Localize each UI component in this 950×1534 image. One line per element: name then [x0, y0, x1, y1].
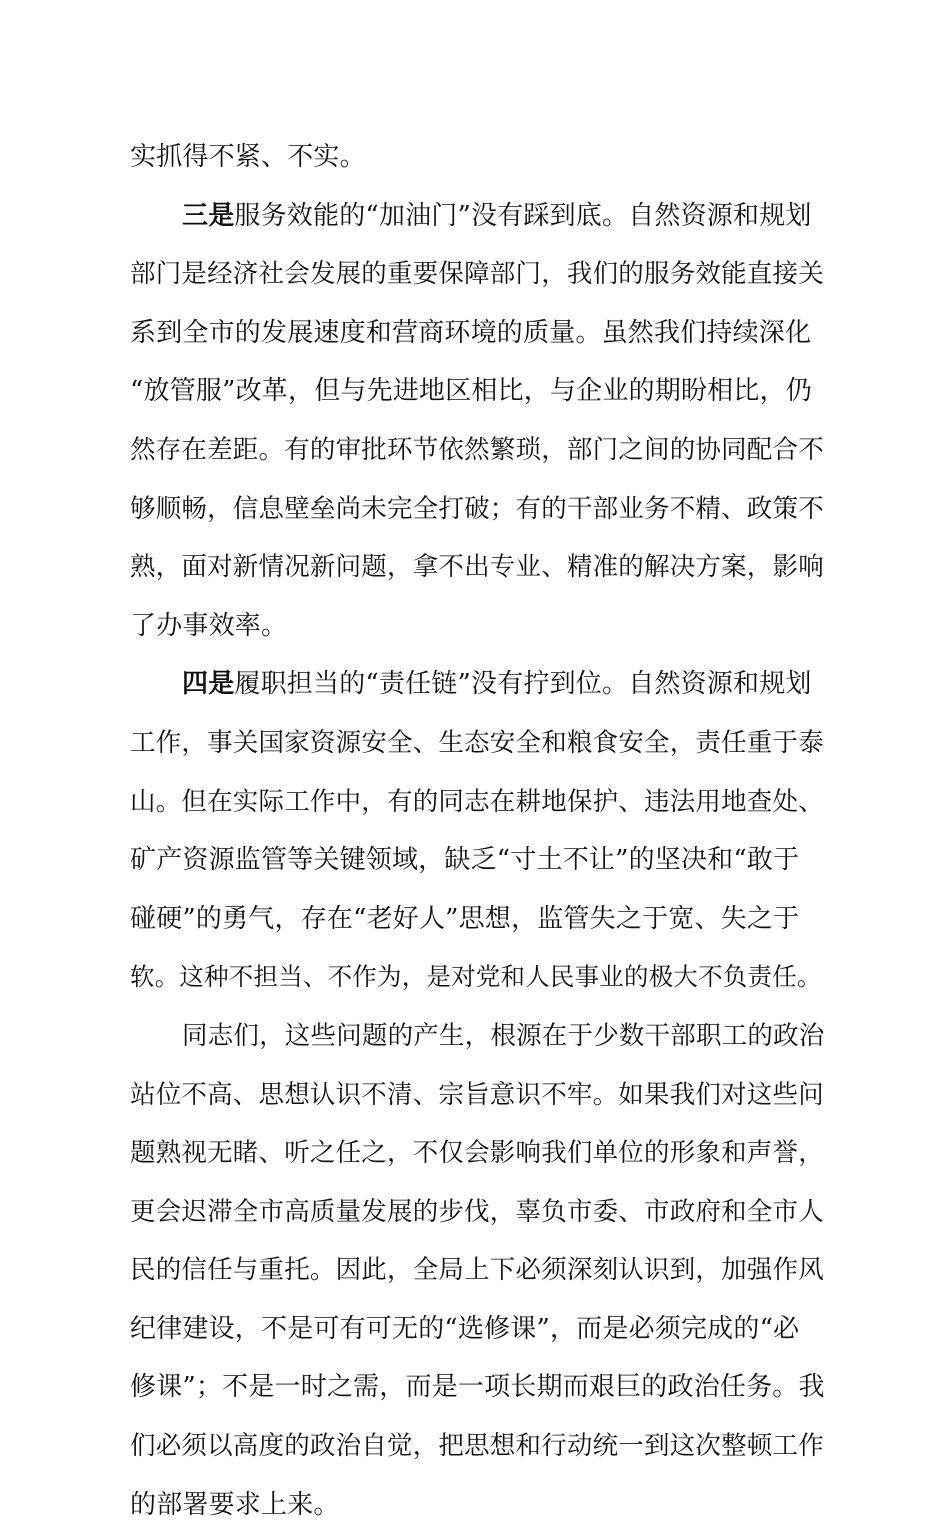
text-line	[130, 655, 830, 714]
line-text: 们必须以高度的政治自觉，把思想和行动统一到这次整顿工作	[130, 1431, 824, 1462]
line-text: 民的信任与重托。因此，全局上下必须深刻认识到，加强作风	[130, 1255, 824, 1286]
line-text: 系到全市的发展速度和营商环境的质量。虽然我们持续深化	[130, 317, 812, 348]
line-text: 部门是经济社会发展的重要保障部门，我们的服务效能直接关	[130, 259, 824, 290]
text-line	[130, 1066, 830, 1125]
text-line	[130, 890, 830, 949]
line-text: 碰硬”的勇气，存在“老好人”思想，监管失之于宽、失之于	[130, 903, 800, 934]
line-text: 履职担当的“责任链”没有拧到位。自然资源和规划	[234, 669, 812, 700]
text-line	[130, 1358, 830, 1417]
document-body	[130, 128, 830, 1534]
text-line	[130, 128, 830, 187]
line-text: 实抓得不紧、不实。	[130, 142, 366, 172]
line-text: 的部署要求上来。	[130, 1489, 340, 1520]
line-text: 熟，面对新情况新问题，拿不出专业、精准的解决方案，影响	[130, 552, 824, 583]
text-line	[130, 597, 830, 656]
line-text: “放管服”改革，但与先进地区相比，与企业的期盼相比，仍	[130, 376, 812, 407]
text-line	[130, 1476, 830, 1534]
text-line	[130, 948, 830, 1007]
text-line	[130, 187, 830, 246]
text-line	[130, 1300, 830, 1359]
text-line	[130, 714, 830, 773]
text-line	[130, 1417, 830, 1476]
text-line	[130, 1007, 830, 1066]
text-line	[130, 773, 830, 832]
line-text: 更会迟滞全市高质量发展的步伐，辜负市委、市政府和全市人	[130, 1196, 824, 1227]
line-text: 然存在差距。有的审批环节依然繁琐，部门之间的协同配合不	[130, 434, 824, 465]
text-line	[130, 245, 830, 304]
text-line	[130, 1124, 830, 1183]
line-text: 了办事效率。	[130, 610, 288, 641]
text-line	[130, 1183, 830, 1242]
line-text: 软。这种不担当、不作为，是对党和人民事业的极大不负责任。	[130, 962, 822, 992]
text-line	[130, 304, 830, 363]
line-text: 工作，事关国家资源安全、生态安全和粮食安全，责任重于泰	[130, 727, 824, 758]
line-text: 站位不高、思想认识不清、宗旨意识不牢。如果我们对这些问	[130, 1079, 824, 1110]
text-line	[130, 538, 830, 597]
text-line	[130, 421, 830, 480]
line-text: 服务效能的“加油门”没有踩到底。自然资源和规划	[234, 200, 812, 231]
text-line	[130, 1241, 830, 1300]
line-text: 矿产资源监管等关键领域，缺乏“寸土不让”的坚决和“敢于	[130, 845, 800, 876]
bold-lead-text: 四是	[182, 669, 235, 700]
line-text: 题熟视无睹、听之任之，不仅会影响我们单位的形象和声誉，	[130, 1138, 824, 1169]
line-text: 够顺畅，信息壁垒尚未完全打破；有的干部业务不精、政策不	[130, 493, 824, 524]
line-text: 同志们，这些问题的产生，根源在于少数干部职工的政治	[182, 1020, 825, 1051]
line-text: 山。但在实际工作中，有的同志在耕地保护、违法用地查处、	[130, 786, 824, 817]
text-line	[130, 480, 830, 539]
bold-lead-text: 三是	[182, 200, 235, 231]
text-line	[130, 362, 830, 421]
text-line	[130, 831, 830, 890]
line-text: 纪律建设，不是可有可无的“选修课”，而是必须完成的“必	[130, 1313, 800, 1344]
line-text: 修课”；不是一时之需，而是一项长期而艰巨的政治任务。我	[130, 1372, 825, 1403]
